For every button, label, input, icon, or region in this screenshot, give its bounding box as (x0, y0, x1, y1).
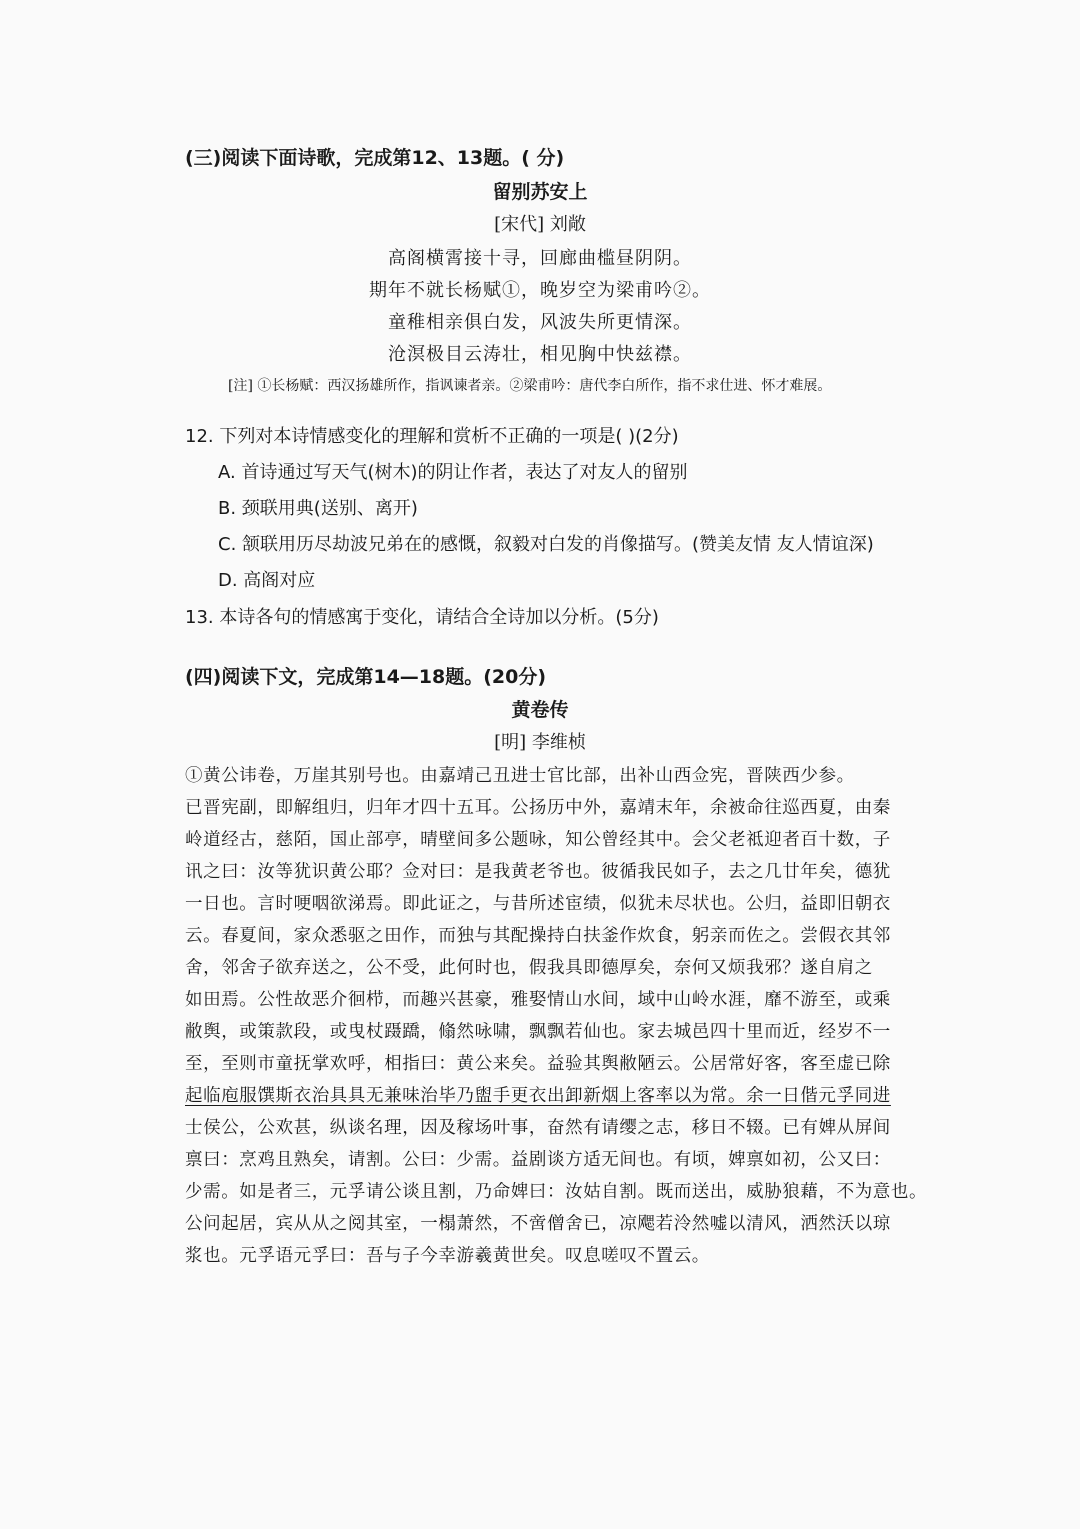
poem-line: 沧溟极目云涛壮，相见胸中快兹襟。 (388, 344, 692, 365)
poem-title: 留别苏安上 (492, 181, 588, 203)
question-12-option-b: B. 颈联用典(送别、离开) (218, 498, 418, 519)
passage-line: 云。春夏间，家众悉驱之田作，而独与其配操持白扶釜作炊食，躬亲而佐之。尝假衣其邻 (185, 926, 891, 946)
passage-line: 士侯公，公欢甚，纵谈名理，因及稼场叶事，奋然有请缨之志，移日不辍。已有婢从屏间 (185, 1118, 891, 1138)
question-12-option-d: D. 高阁对应 (218, 570, 316, 591)
passage-line: 舍，邻舍子欲弃送之，公不受，此何时也，假我具即德厚矣，奈何又烦我邪？遂自肩之 (185, 958, 873, 978)
section-4-heading: (四)阅读下文，完成第14—18题。(20分) (185, 666, 547, 688)
passage-line: 公问起居，宾从从之阅其室，一榻萧然，不啻僧舍已，凉飔若泠然嘘以清风，洒然沃以琼 (185, 1214, 891, 1234)
poem-author: [宋代] 刘敞 (494, 214, 586, 235)
poem-line: 高阁横霄接十寻，回廊曲槛昼阴阴。 (388, 248, 692, 269)
passage-line: 至，至则市童抚掌欢呼，相指曰：黄公来矣。益验其舆敝陋云。公居常好客，客至虚已除 (185, 1054, 891, 1074)
passage-line: 讯之曰：汝等犹识黄公耶？佥对曰：是我黄老爷也。彼循我民如子，去之几廿年矣，德犹 (185, 862, 891, 882)
passage-author: [明] 李维桢 (494, 732, 586, 753)
section-3-heading: (三)阅读下面诗歌，完成第12、13题。( 分) (185, 147, 565, 169)
poem-line: 期年不就长杨赋①，晚岁空为梁甫吟②。 (369, 280, 711, 301)
poem-note: [注] ①长杨赋：西汉扬雄所作，指讽谏者亲。②梁甫吟：唐代李白所作，指不求仕进、怀才难展。 (228, 378, 832, 394)
passage-line: ①黄公讳卷，万崖其别号也。由嘉靖己丑进士官比部，出补山西佥宪，晋陕西少参。 (185, 766, 855, 786)
passage-line: 禀曰：烹鸡且熟矣，请割。公曰：少需。益剧谈方适无间也。有顷，婢禀如初，公又曰： (185, 1150, 891, 1170)
question-12-stem: 12. 下列对本诗情感变化的理解和赏析不正确的一项是( )(2分) (185, 426, 679, 447)
passage-line-underlined: 起临庖服馔斯衣治具具无兼味治毕乃盥手更衣出卸新烟上客率以为常。余一日偕元孚同进 (185, 1086, 891, 1106)
passage-line: 一日也。言时哽咽欲涕焉。即此证之，与昔所述宦绩，似犹未尽状也。公归，益即旧朝衣 (185, 894, 891, 914)
passage-line: 如田焉。公性故恶介徊栉，而趣兴甚豪，雅娶情山水间，域中山岭水涯，靡不游至，或乘 (185, 990, 891, 1010)
passage-title: 黄卷传 (511, 699, 569, 721)
passage-line: 岭道经古，慈陌，国止部亭，晴壁间多公题咏，知公曾经其中。会父老祗迎者百十数，子 (185, 830, 891, 850)
question-12-option-c: C. 颔联用历尽劫波兄弟在的感慨，叙毅对白发的肖像描写。(赞美友情 友人情谊深) (218, 534, 874, 555)
passage-line: 少需。如是者三，元孚请公谈且割，乃命婢曰：汝姑自割。既而送出，威胁狼藉，不为意也。 (185, 1182, 928, 1202)
passage-line: 敝舆，或策款段，或曳杖蹑蹻，翛然咏啸，飘飘若仙也。家去城邑四十里而近，经岁不一 (185, 1022, 891, 1042)
passage-line: 已晋宪副，即解组归，归年才四十五耳。公扬历中外，嘉靖末年，余被命往巡西夏，由秦 (185, 798, 891, 818)
poem-line: 童稚相亲俱白发，风波失所更情深。 (388, 312, 692, 333)
passage-line: 浆也。元孚语元孚曰：吾与子今幸游羲黄世矣。叹息嗟叹不置云。 (185, 1246, 710, 1266)
question-13-stem: 13. 本诗各句的情感寓于变化，请结合全诗加以分析。(5分) (185, 607, 659, 628)
question-12-option-a: A. 首诗通过写天气(树木)的阴让作者，表达了对友人的留别 (218, 462, 688, 483)
